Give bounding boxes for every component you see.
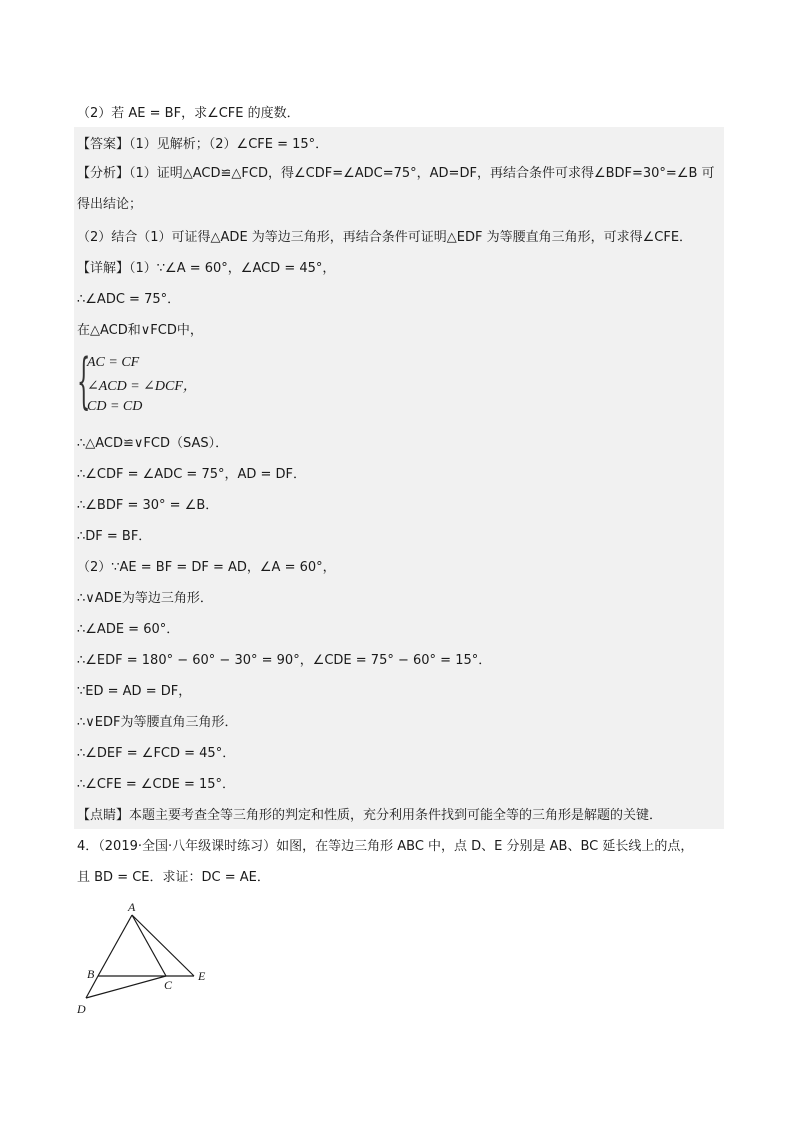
detail-line-cfe: ∴∠CFE = ∠CDE = 15°． <box>74 767 724 798</box>
equation-system <box>74 344 724 426</box>
question-part-2: （2）若 AE = BF，求∠CFE 的度数． <box>77 106 300 121</box>
detail-line-part2: （2）∵AE = BF = DF = AD，∠A = 60°， <box>74 550 724 581</box>
question-4-line-1: 4．（2019·全国·八年级课时练习）如图，在等边三角形 ABC 中，点 D、E 分别是 AB、BC 延长线上的点， <box>77 839 694 854</box>
detail-line-adc: ∴∠ADC = 75°． <box>74 282 724 313</box>
detail-line-in: 在△ACD和∨FCD中， <box>74 313 724 344</box>
question-4-line-2: 且 BD = CE．求证：DC = AE． <box>77 870 270 885</box>
equation-rows <box>87 352 197 418</box>
detail-line-1: 【详解】（1）∵∠A = 60°，∠ACD = 45°， <box>74 251 724 282</box>
label-a: A <box>128 900 136 914</box>
equation-row-1: AC = CF <box>87 355 140 370</box>
detail-line-congruence: ∴△ACD≌∨FCD（SAS）． <box>74 426 724 457</box>
segment-ab <box>98 915 132 976</box>
analysis-part-1: 【分析】（1）证明△ACD≌△FCD，得∠CDF=∠ADC=75°，AD=DF，再结合条件可求得∠BDF=30°=∠B 可得出结论； <box>74 158 724 220</box>
comment-line: 【点睛】本题主要考查全等三角形的判定和性质，充分利用条件找到可能全等的三角形是解题的关键． <box>74 798 724 829</box>
brace-glyph: { <box>77 346 91 416</box>
equation-row-2: ∠ACD = ∠DCF， <box>87 379 197 394</box>
label-b: B <box>87 967 95 981</box>
detail-line-edf: ∴∠EDF = 180° − 60° − 30° = 90°，∠CDE = 75° − 60° = 15°． <box>74 643 724 674</box>
segment-dc <box>86 976 166 998</box>
detail-line-equilateral: ∴∨ADE为等边三角形． <box>74 581 724 612</box>
document-page <box>74 96 724 891</box>
triangle-figure <box>74 900 234 1020</box>
label-d: D <box>77 1002 86 1016</box>
detail-line-ade: ∴∠ADE = 60°． <box>74 612 724 643</box>
detail-line-def: ∴∠DEF = ∠FCD = 45°． <box>74 736 724 767</box>
detail-line-ed: ∵ED = AD = DF， <box>74 674 724 705</box>
label-c: C <box>164 978 173 992</box>
equation-row-3: CD = CD <box>87 399 143 414</box>
detail-line-df: ∴DF = BF． <box>74 519 724 550</box>
detail-line-isosceles: ∴∨EDF为等腰直角三角形． <box>74 705 724 736</box>
analysis-part-2: （2）结合（1）可证得△ADE 为等边三角形，再结合条件可证明△EDF 为等腰直角三角形，可求得∠CFE． <box>74 220 724 251</box>
segment-ac <box>132 915 166 976</box>
answer-line: 【答案】（1）见解析；（2）∠CFE = 15°． <box>74 127 724 158</box>
detail-line-bdf: ∴∠BDF = 30° = ∠B． <box>74 488 724 519</box>
detail-line-cdf: ∴∠CDF = ∠ADC = 75°，AD = DF． <box>74 457 724 488</box>
label-e: E <box>198 969 206 983</box>
segment-ae <box>132 915 194 976</box>
